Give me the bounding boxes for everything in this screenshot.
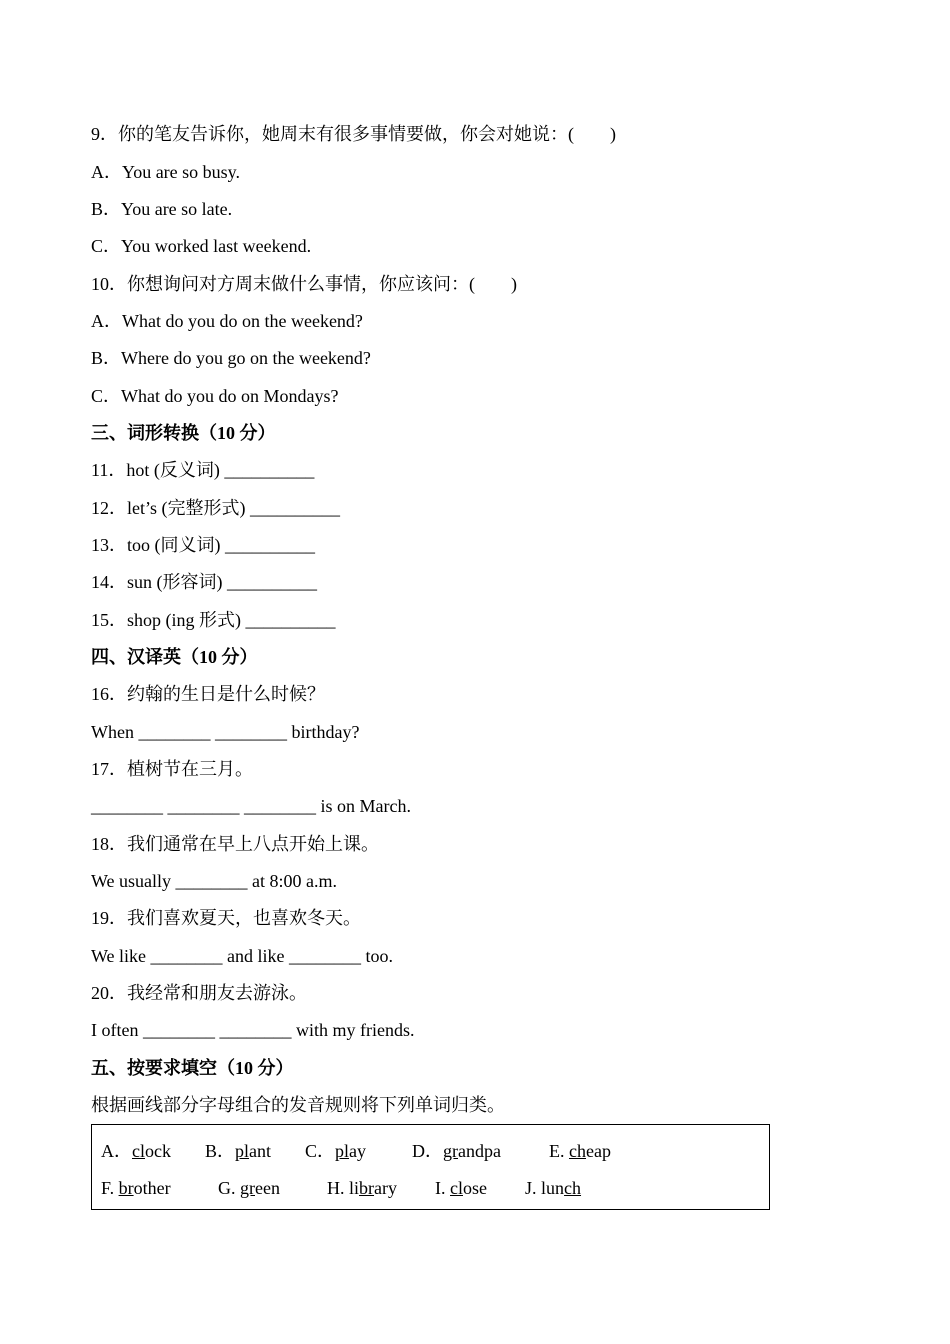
word-option-g <box>218 1176 280 1200</box>
word-option-j <box>525 1176 581 1200</box>
q9-option-a: A．You are so busy. <box>91 162 241 182</box>
word-option-c <box>305 1139 366 1163</box>
option-letter: F. <box>101 1178 119 1198</box>
question-17-blank: ________ ________ ________ is on March. <box>91 796 411 816</box>
underlined-letters: ch <box>564 1178 582 1198</box>
word-box <box>91 1124 770 1210</box>
word-part: ant <box>249 1141 272 1161</box>
question-12: 12．let’s (完整形式) __________ <box>91 498 340 518</box>
option-letter: B． <box>205 1141 236 1161</box>
underlined-letters: pl <box>235 1141 250 1161</box>
word-option-e <box>549 1139 611 1163</box>
question-13: 13．too (同义词) __________ <box>91 535 315 555</box>
word-option-d <box>412 1139 501 1163</box>
option-letter: D． <box>412 1141 443 1161</box>
question-15: 15．shop (ing 形式) __________ <box>91 610 336 630</box>
q9-option-c: C．You worked last weekend. <box>91 236 312 256</box>
section-4-heading: 四、汉译英（10 分） <box>91 647 258 667</box>
word-part: ary <box>374 1178 397 1198</box>
underlined-letters: cl <box>132 1141 145 1161</box>
question-14: 14．sun (形容词) __________ <box>91 572 317 592</box>
underlined-letters: br <box>359 1178 375 1198</box>
q10-option-b: B．Where do you go on the weekend? <box>91 348 371 368</box>
word-part: een <box>255 1178 280 1198</box>
underlined-letters: br <box>118 1178 134 1198</box>
option-letter: H. <box>327 1178 349 1198</box>
word-part: li <box>349 1178 360 1198</box>
q10-option-a: A．What do you do on the weekend? <box>91 311 363 331</box>
word-part: ock <box>145 1141 171 1161</box>
word-part: lun <box>541 1178 565 1198</box>
word-option-h <box>327 1176 397 1200</box>
word-part: ay <box>349 1141 367 1161</box>
question-16-blank: When ________ ________ birthday? <box>91 722 360 742</box>
option-letter: J. <box>525 1178 542 1198</box>
word-part: eap <box>586 1141 611 1161</box>
option-letter: I. <box>435 1178 450 1198</box>
question-9: 9．你的笔友告诉你，她周末有很多事情要做，你会对她说：( ) <box>91 124 616 144</box>
q9-option-b: B．You are so late. <box>91 199 233 219</box>
word-part: ose <box>463 1178 487 1198</box>
underlined-letters: ch <box>569 1141 586 1161</box>
question-19: 19．我们喜欢夏天，也喜欢冬天。 <box>91 908 361 928</box>
word-part: other <box>133 1178 171 1198</box>
question-20-blank: I often ________ ________ with my friends. <box>91 1020 415 1040</box>
section-3-heading: 三、词形转换（10 分） <box>91 423 276 443</box>
question-17: 17．植树节在三月。 <box>91 759 253 779</box>
question-16: 16．约翰的生日是什么时候？ <box>91 684 325 704</box>
question-20: 20．我经常和朋友去游泳。 <box>91 983 307 1003</box>
question-10: 10．你想询问对方周末做什么事情，你应该问：( ) <box>91 274 517 294</box>
option-letter: C． <box>305 1141 336 1161</box>
question-11: 11．hot (反义词) __________ <box>91 460 315 480</box>
question-18: 18．我们通常在早上八点开始上课。 <box>91 834 379 854</box>
underlined-letters: gr <box>240 1178 255 1198</box>
section-5-heading: 五、按要求填空（10 分） <box>91 1058 294 1078</box>
option-letter: G. <box>218 1178 240 1198</box>
question-18-blank: We usually ________ at 8:00 a.m. <box>91 871 338 891</box>
word-option-a <box>101 1139 171 1163</box>
underlined-letters: gr <box>443 1141 458 1161</box>
q10-option-c: C．What do you do on Mondays? <box>91 386 339 406</box>
option-letter: E. <box>549 1141 569 1161</box>
word-part: andpa <box>458 1141 501 1161</box>
question-19-blank: We like ________ and like ________ too. <box>91 946 394 966</box>
underlined-letters: cl <box>450 1178 463 1198</box>
underlined-letters: pl <box>335 1141 350 1161</box>
option-letter: A． <box>101 1141 132 1161</box>
section-5-instruction: 根据画线部分字母组合的发音规则将下列单词归类。 <box>91 1095 505 1115</box>
word-option-i <box>435 1176 487 1200</box>
word-option-f <box>101 1176 171 1200</box>
word-option-b <box>205 1139 271 1163</box>
